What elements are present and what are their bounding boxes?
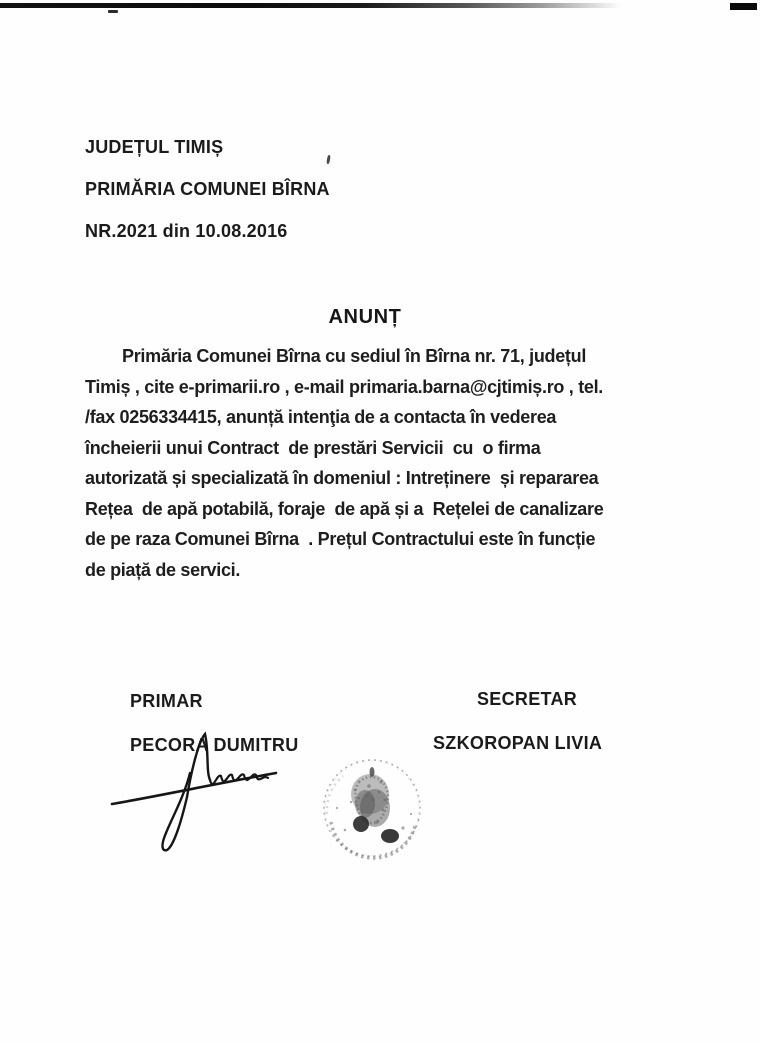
header-institution: PRIMĂRIA COMUNEI BÎRNA: [85, 179, 330, 199]
body-line: Primăria Comunei Bîrna cu sediul în Bîrna nr. 71, județul: [122, 346, 587, 366]
scan-artifact-speck: [326, 155, 331, 164]
body-line: autorizată și specializată în domeniul : Intreținere și repararea: [85, 468, 599, 488]
scan-artifact-corner-mark: [730, 3, 757, 10]
scan-artifact-dash: [108, 10, 118, 13]
body-line: de piață de servici.: [85, 559, 241, 580]
header-registration-number: NR.2021 din 10.08.2016: [85, 221, 288, 241]
signer-role-primar: PRIMAR: [130, 691, 203, 711]
document-title: ANUNȚ: [328, 306, 402, 328]
body-line: încheierii unui Contract de prestări Servicii cu o firma: [85, 437, 541, 458]
body-line: Timiș , cite e-primarii.ro , e-mail primaria.barna@cjtimiș.ro , tel.: [85, 376, 604, 397]
signer-name-secretar: SZKOROPAN LIVIA: [433, 733, 603, 753]
body-line: Rețea de apă potabilă, foraje de apă și a Rețelei de canalizare: [85, 498, 604, 519]
scan-artifact-top-line: [0, 3, 628, 8]
header-county: JUDEȚUL TIMIȘ: [85, 137, 224, 157]
handwritten-signature: [100, 723, 300, 863]
body-line: /fax 0256334415, anunță intenţia de a contacta în vederea: [85, 407, 557, 427]
body-paragraph: [85, 341, 603, 585]
signer-role-secretar: SECRETAR: [477, 689, 578, 709]
signer-name-primar: PECORA DUMITRU: [130, 735, 299, 755]
body-line: de pe raza Comunei Bîrna . Prețul Contractului este în funcție: [85, 529, 596, 549]
ink-stamp: [315, 752, 431, 868]
